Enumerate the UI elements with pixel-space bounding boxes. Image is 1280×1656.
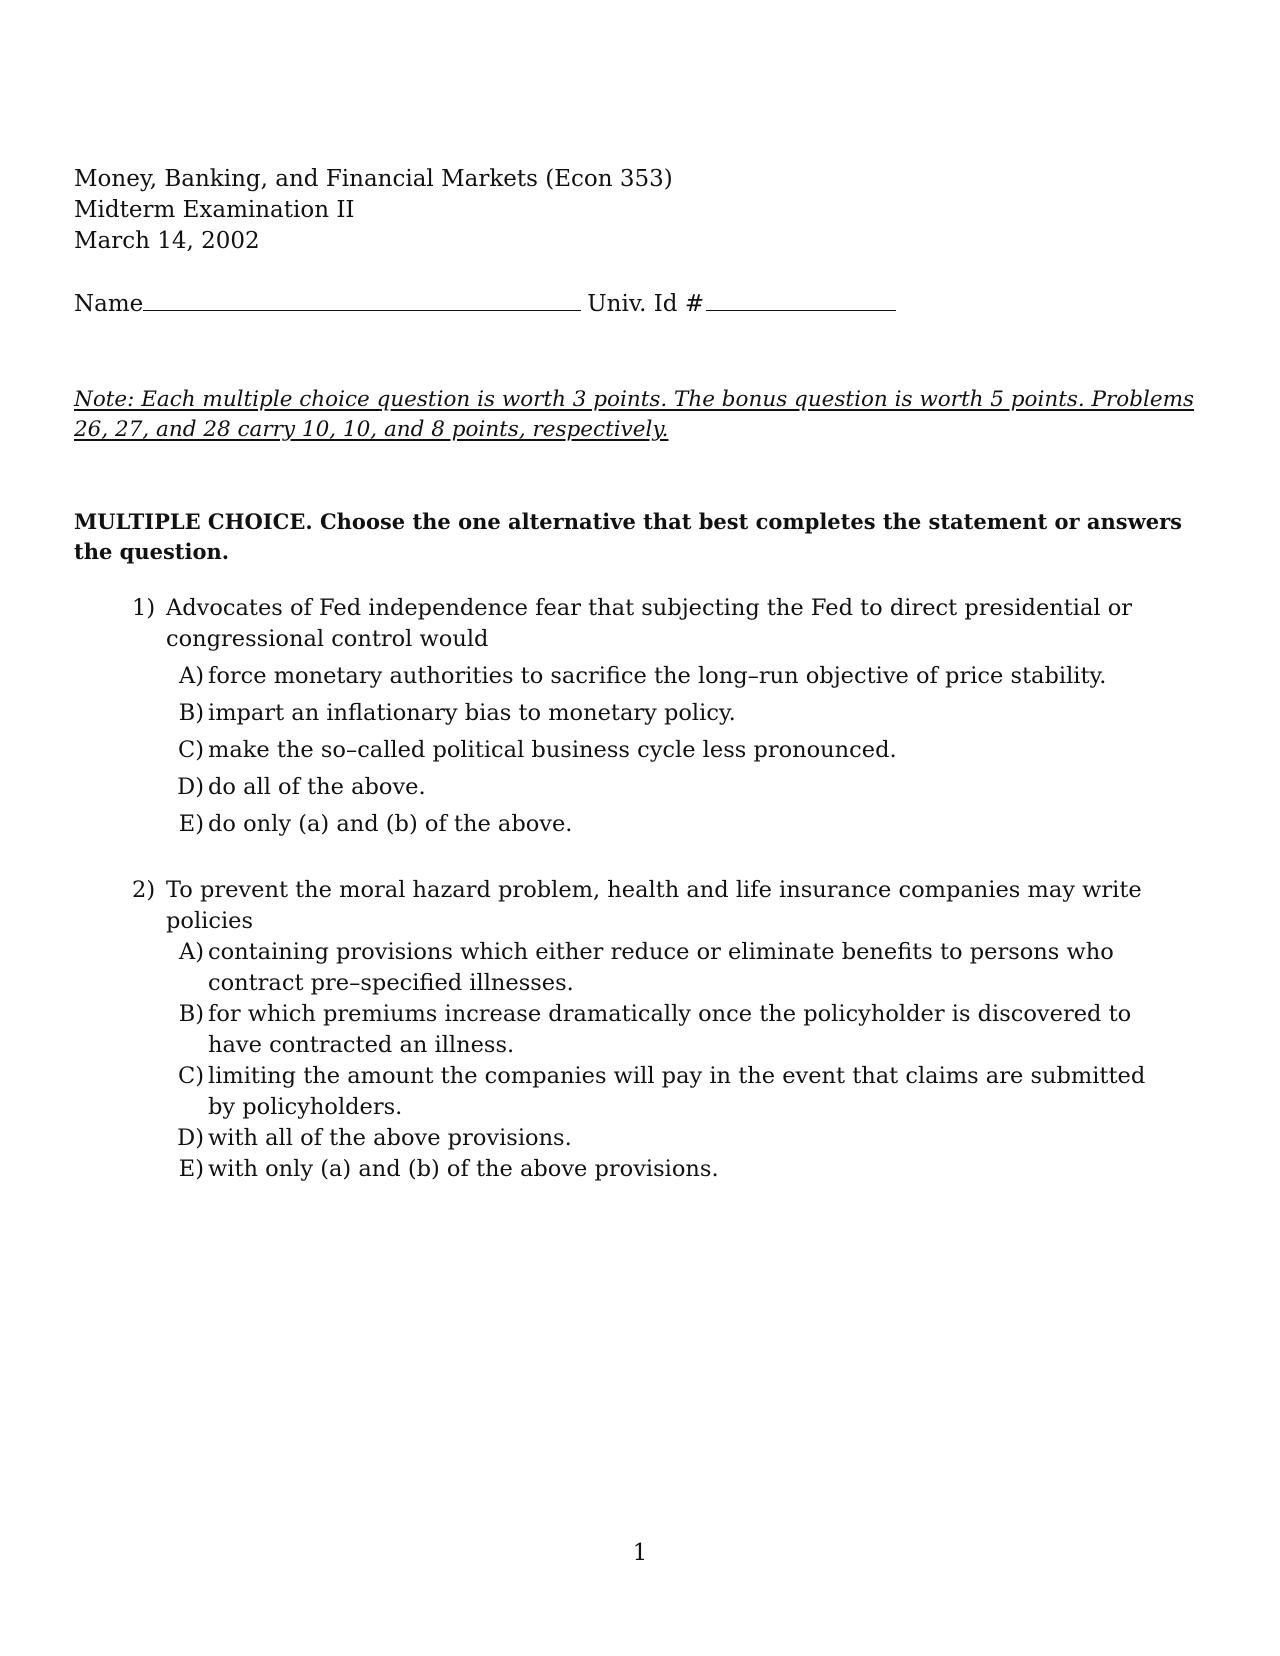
option-letter: A) — [178, 663, 204, 689]
option-text: impart an inflationary bias to monetary policy. — [208, 700, 736, 726]
question-text: Advocates of Fed independence fear that subjecting the Fed to direct presidential or congressional control would — [166, 595, 1133, 652]
option-text: do only (a) and (b) of the above. — [208, 811, 573, 837]
student-info-line — [74, 289, 896, 320]
answer-option — [170, 937, 1172, 999]
answer-option — [170, 1123, 1172, 1154]
option-letter: C) — [178, 1063, 204, 1089]
option-text: for which premiums increase dramatically once the policyholder is discovered to have contracted an illness. — [208, 1001, 1132, 1058]
answer-option — [170, 735, 1172, 766]
exam-title: Midterm Examination II — [74, 197, 355, 223]
answer-option — [170, 772, 1172, 803]
option-text: with only (a) and (b) of the above provisions. — [208, 1156, 719, 1182]
option-letter: A) — [178, 939, 204, 965]
option-text: force monetary authorities to sacrifice the long–run objective of price stability. — [208, 663, 1107, 689]
question-number: 2) — [132, 877, 156, 903]
answer-option — [170, 1061, 1172, 1123]
question-2 — [132, 875, 1172, 1185]
name-label: Name — [74, 291, 144, 317]
course-title: Money, Banking, and Financial Markets (Econ 353) — [74, 166, 673, 192]
option-text: containing provisions which either reduce or eliminate benefits to persons who contract pre–specified illnesses. — [208, 939, 1114, 996]
option-text: do all of the above. — [208, 774, 426, 800]
option-letter: D) — [177, 1125, 204, 1151]
exam-header — [74, 164, 673, 257]
question-1 — [132, 593, 1172, 840]
answer-option — [170, 661, 1172, 692]
question-text: To prevent the moral hazard problem, health and life insurance companies may write policies — [166, 877, 1142, 934]
option-letter: D) — [177, 774, 204, 800]
option-letter: E) — [178, 811, 204, 837]
name-blank — [143, 290, 581, 311]
option-text: limiting the amount the companies will pay in the event that claims are submitted by policyholders. — [208, 1063, 1146, 1120]
option-letter: C) — [178, 737, 204, 763]
answer-option — [170, 1154, 1172, 1185]
option-letter: B) — [178, 700, 204, 726]
answer-option — [170, 698, 1172, 729]
question-stem — [132, 875, 1172, 937]
univ-id-label: Univ. Id # — [587, 291, 705, 317]
univ-id-blank — [706, 290, 896, 311]
option-text: with all of the above provisions. — [208, 1125, 572, 1151]
option-letter: B) — [178, 1001, 204, 1027]
question-number: 1) — [132, 595, 156, 621]
multiple-choice-heading: MULTIPLE CHOICE. Choose the one alternative that best completes the statement or answers the question. — [74, 509, 1182, 564]
question-stem — [132, 593, 1172, 655]
option-text: make the so–called political business cycle less pronounced. — [208, 737, 897, 763]
exam-date: March 14, 2002 — [74, 228, 260, 254]
scoring-note: Note: Each multiple choice question is worth 3 points. The bonus question is worth 5 points. Problems 26, 27, and 28 carry 10, 10, and 8 points, respectively. — [74, 387, 1195, 442]
answer-option — [170, 809, 1172, 840]
option-letter: E) — [178, 1156, 204, 1182]
page-number: 1 — [632, 1540, 648, 1566]
answer-option — [170, 999, 1172, 1061]
